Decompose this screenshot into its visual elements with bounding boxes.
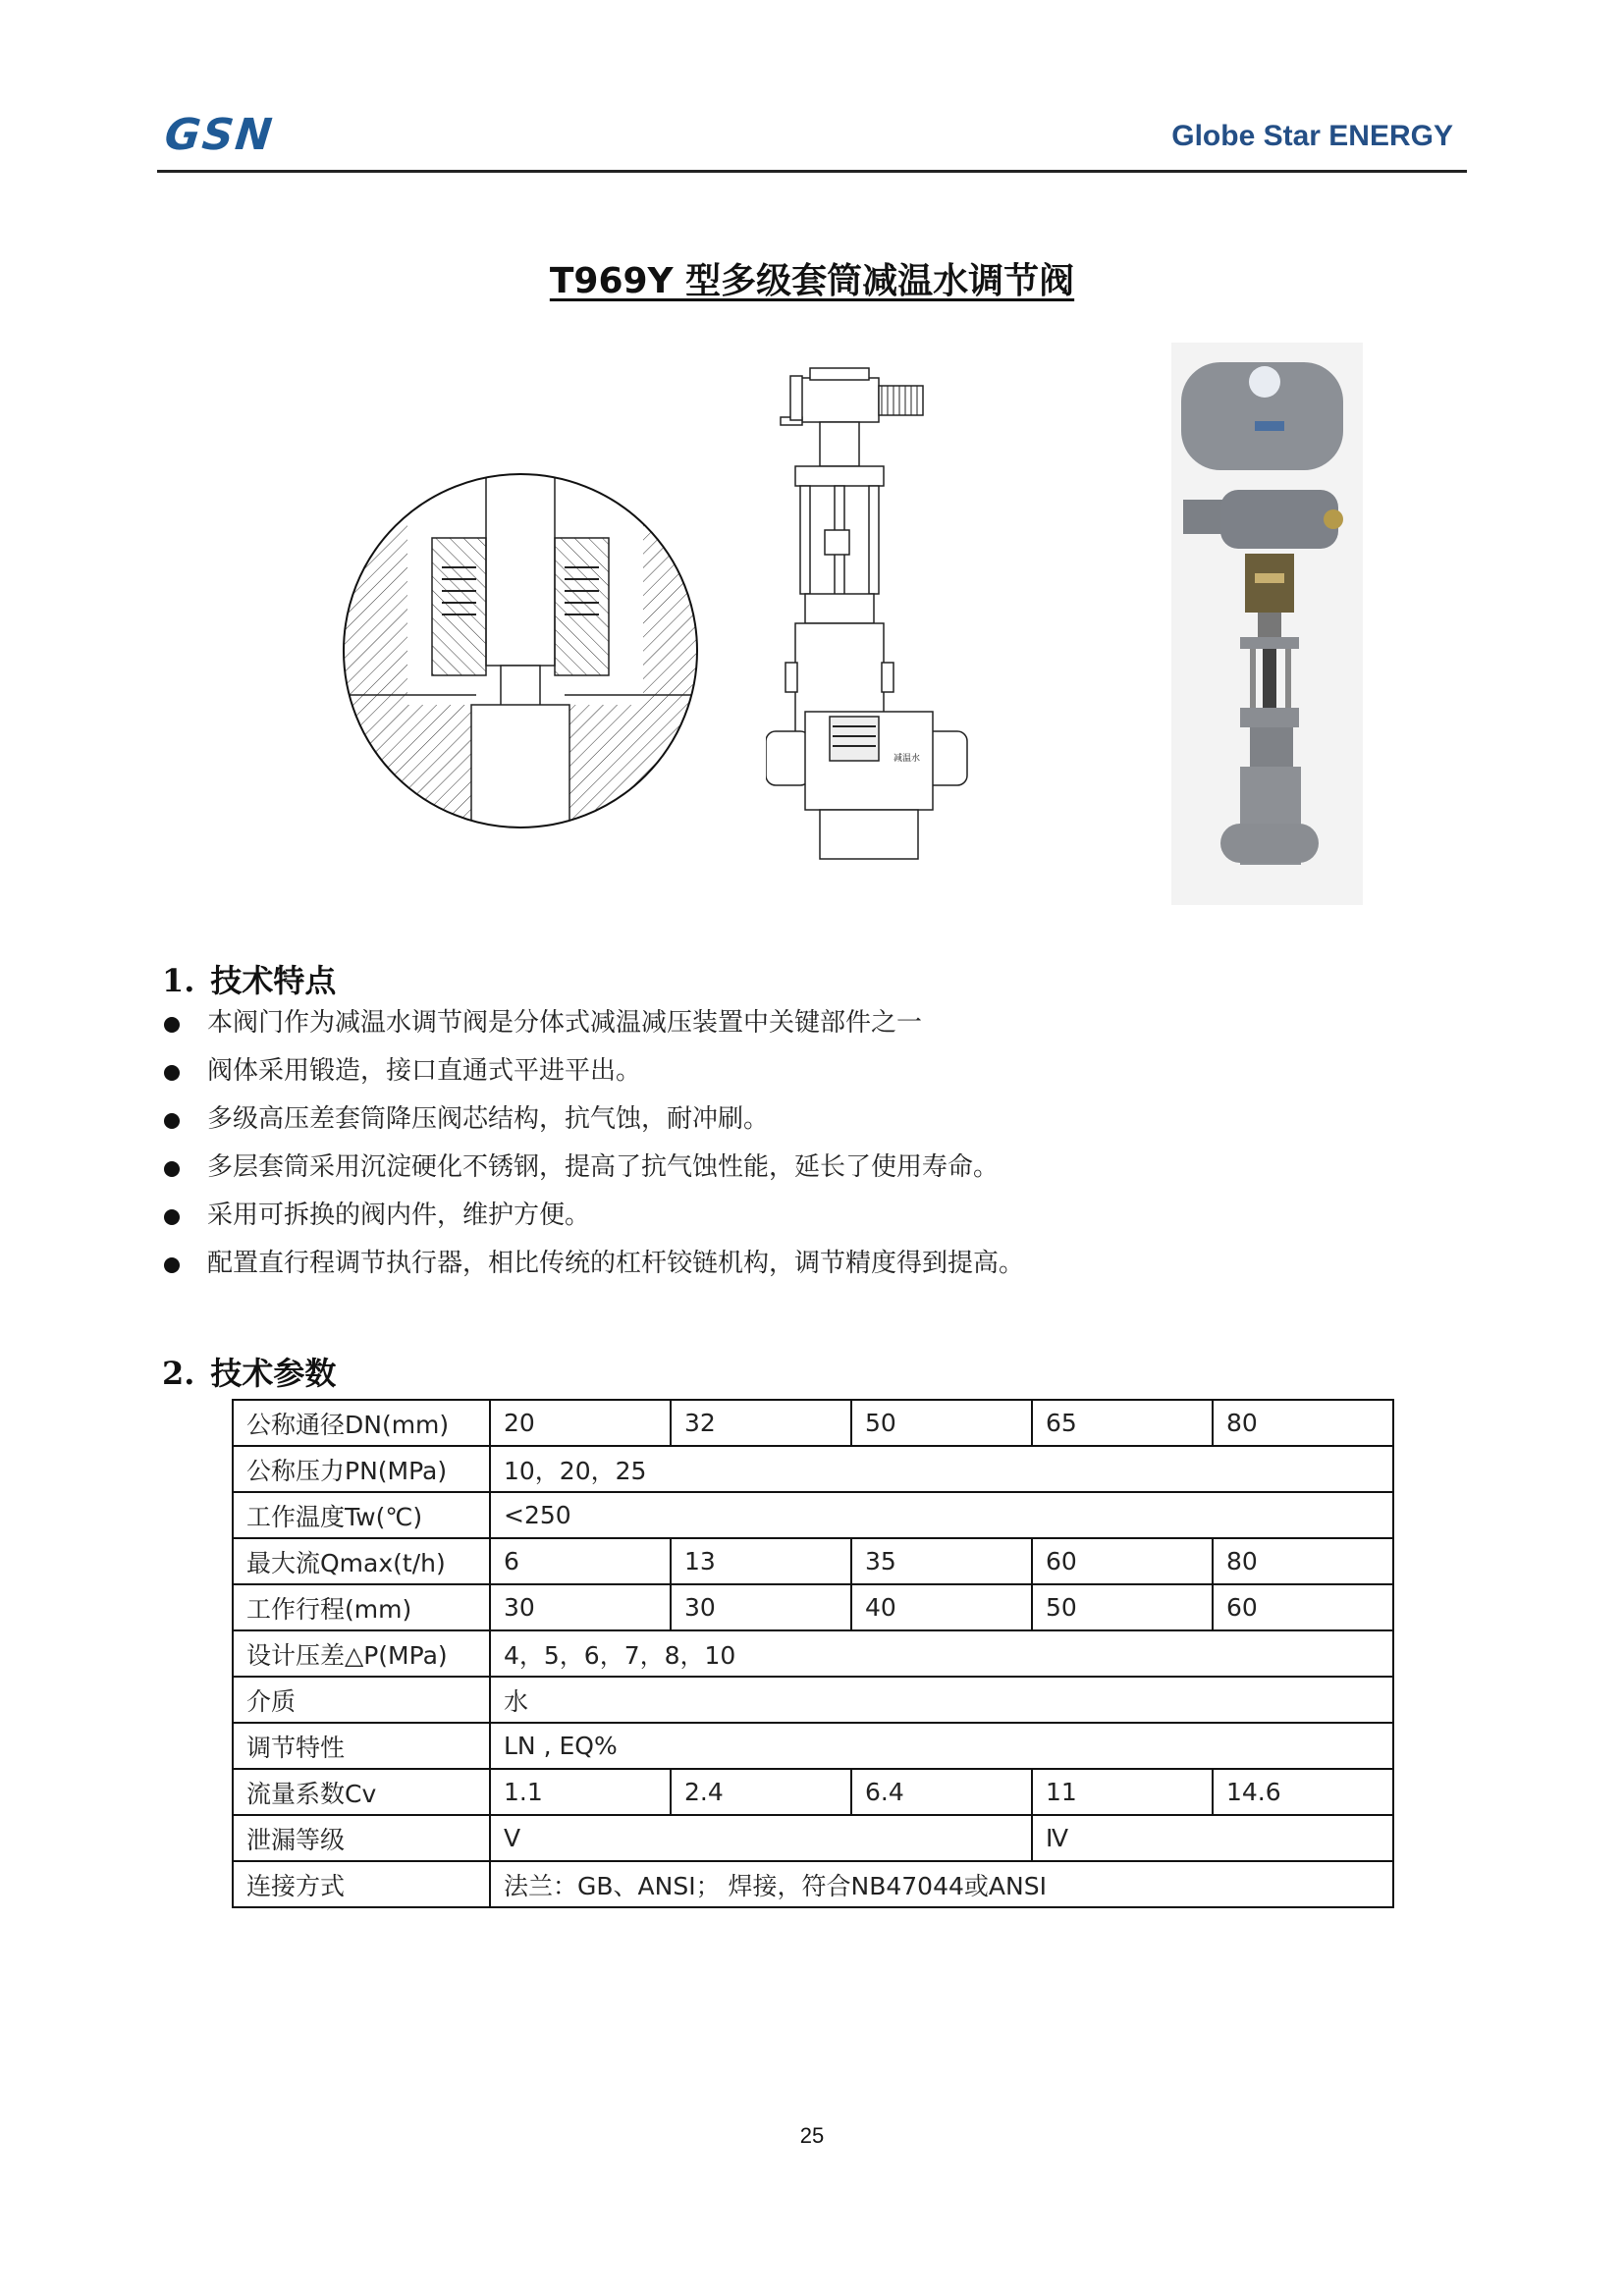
title-text: T969Y 型多级套筒减温水调节阀 xyxy=(549,261,1075,301)
cell: 30 xyxy=(490,1584,671,1630)
cell: 2.4 xyxy=(671,1769,851,1815)
valve-photo-icon xyxy=(1171,343,1363,905)
cell: 65 xyxy=(1032,1400,1213,1446)
list-item-text: 多级高压差套筒降压阀芯结构，抗气蚀，耐冲刷。 xyxy=(207,1104,770,1134)
bullet-icon xyxy=(164,1209,180,1225)
table-row xyxy=(233,1723,1393,1769)
bullet-icon xyxy=(164,1017,180,1033)
section-heading-features xyxy=(162,956,336,1001)
bullet-icon xyxy=(164,1113,180,1129)
bullet-icon xyxy=(164,1065,180,1081)
spec-table xyxy=(232,1399,1394,1908)
table-row xyxy=(233,1400,1393,1446)
list-item-text: 本阀门作为减温水调节阀是分体式减温减压装置中关键部件之一 xyxy=(207,1008,923,1038)
cell: 60 xyxy=(1213,1584,1393,1630)
list-item xyxy=(162,1095,1024,1144)
list-item-text: 阀体采用锻造，接口直通式平进平出。 xyxy=(207,1056,642,1086)
table-row xyxy=(233,1861,1393,1907)
cell: V xyxy=(490,1815,1032,1861)
cell: 80 xyxy=(1213,1400,1393,1446)
page-title xyxy=(0,253,1624,303)
list-item xyxy=(162,1144,1024,1192)
header-rule xyxy=(157,170,1467,173)
feature-list xyxy=(162,999,1024,1288)
section-number: 2. xyxy=(162,1355,195,1392)
cell: 法兰：GB、ANSI； 焊接，符合NB47044或ANSI xyxy=(490,1861,1393,1907)
table-row xyxy=(233,1630,1393,1677)
inlet-label: 减温水 xyxy=(893,754,921,764)
table-row xyxy=(233,1677,1393,1723)
section-title: 技术参数 xyxy=(210,1355,337,1392)
section-number: 1. xyxy=(162,962,195,999)
section-heading-params xyxy=(162,1349,336,1394)
cell: LN , EQ% xyxy=(490,1723,1393,1769)
valve-trim-detail-drawing xyxy=(339,469,702,832)
cell: 6 xyxy=(490,1538,671,1584)
cell: 30 xyxy=(671,1584,851,1630)
row-label: 设计压差△P(MPa) xyxy=(233,1630,490,1677)
list-item-text: 采用可拆换的阀内件，维护方便。 xyxy=(207,1201,591,1230)
row-label: 介质 xyxy=(233,1677,490,1723)
row-label: 公称通径DN(mm) xyxy=(233,1400,490,1446)
cell: 11 xyxy=(1032,1769,1213,1815)
electric-actuated-valve-photo xyxy=(1171,343,1363,905)
table-row xyxy=(233,1492,1393,1538)
cell: 6.4 xyxy=(851,1769,1032,1815)
table-row xyxy=(233,1584,1393,1630)
list-item-text: 多层套筒采用沉淀硬化不锈钢，提高了抗气蚀性能，延长了使用寿命。 xyxy=(207,1152,1000,1182)
row-label: 工作温度Tw(℃) xyxy=(233,1492,490,1538)
cell: <250 xyxy=(490,1492,1393,1538)
gsn-logo: GSN xyxy=(162,110,277,160)
cell: 14.6 xyxy=(1213,1769,1393,1815)
row-label: 调节特性 xyxy=(233,1723,490,1769)
bullet-icon xyxy=(164,1257,180,1273)
row-label: 公称压力PN(MPa) xyxy=(233,1446,490,1492)
cell: 4，5，6，7，8，10 xyxy=(490,1630,1393,1677)
cell: 50 xyxy=(851,1400,1032,1446)
cell: 10，20，25 xyxy=(490,1446,1393,1492)
cell: 水 xyxy=(490,1677,1393,1723)
table-row xyxy=(233,1538,1393,1584)
table-row xyxy=(233,1446,1393,1492)
list-item xyxy=(162,1240,1024,1288)
cell: 13 xyxy=(671,1538,851,1584)
row-label: 流量系数Cv xyxy=(233,1769,490,1815)
cell: 1.1 xyxy=(490,1769,671,1815)
cell: 80 xyxy=(1213,1538,1393,1584)
section-title: 技术特点 xyxy=(210,962,337,999)
row-label: 最大流Qmax(t/h) xyxy=(233,1538,490,1584)
list-item xyxy=(162,999,1024,1047)
row-label: 工作行程(mm) xyxy=(233,1584,490,1630)
bullet-icon xyxy=(164,1161,180,1177)
list-item xyxy=(162,1192,1024,1240)
cell: 40 xyxy=(851,1584,1032,1630)
brand-name: Globe Star ENERGY xyxy=(1171,120,1453,152)
table-row xyxy=(233,1769,1393,1815)
valve-cross-section-drawing xyxy=(766,358,972,879)
list-item-text: 配置直行程调节执行器，相比传统的杠杆铰链机构，调节精度得到提高。 xyxy=(207,1249,1025,1278)
cell: Ⅳ xyxy=(1032,1815,1393,1861)
row-label: 泄漏等级 xyxy=(233,1815,490,1861)
cell: 35 xyxy=(851,1538,1032,1584)
row-label: 连接方式 xyxy=(233,1861,490,1907)
cell: 60 xyxy=(1032,1538,1213,1584)
table-row xyxy=(233,1815,1393,1861)
cell: 32 xyxy=(671,1400,851,1446)
cell: 20 xyxy=(490,1400,671,1446)
page-number: 25 xyxy=(799,2123,825,2148)
cell: 50 xyxy=(1032,1584,1213,1630)
list-item xyxy=(162,1047,1024,1095)
